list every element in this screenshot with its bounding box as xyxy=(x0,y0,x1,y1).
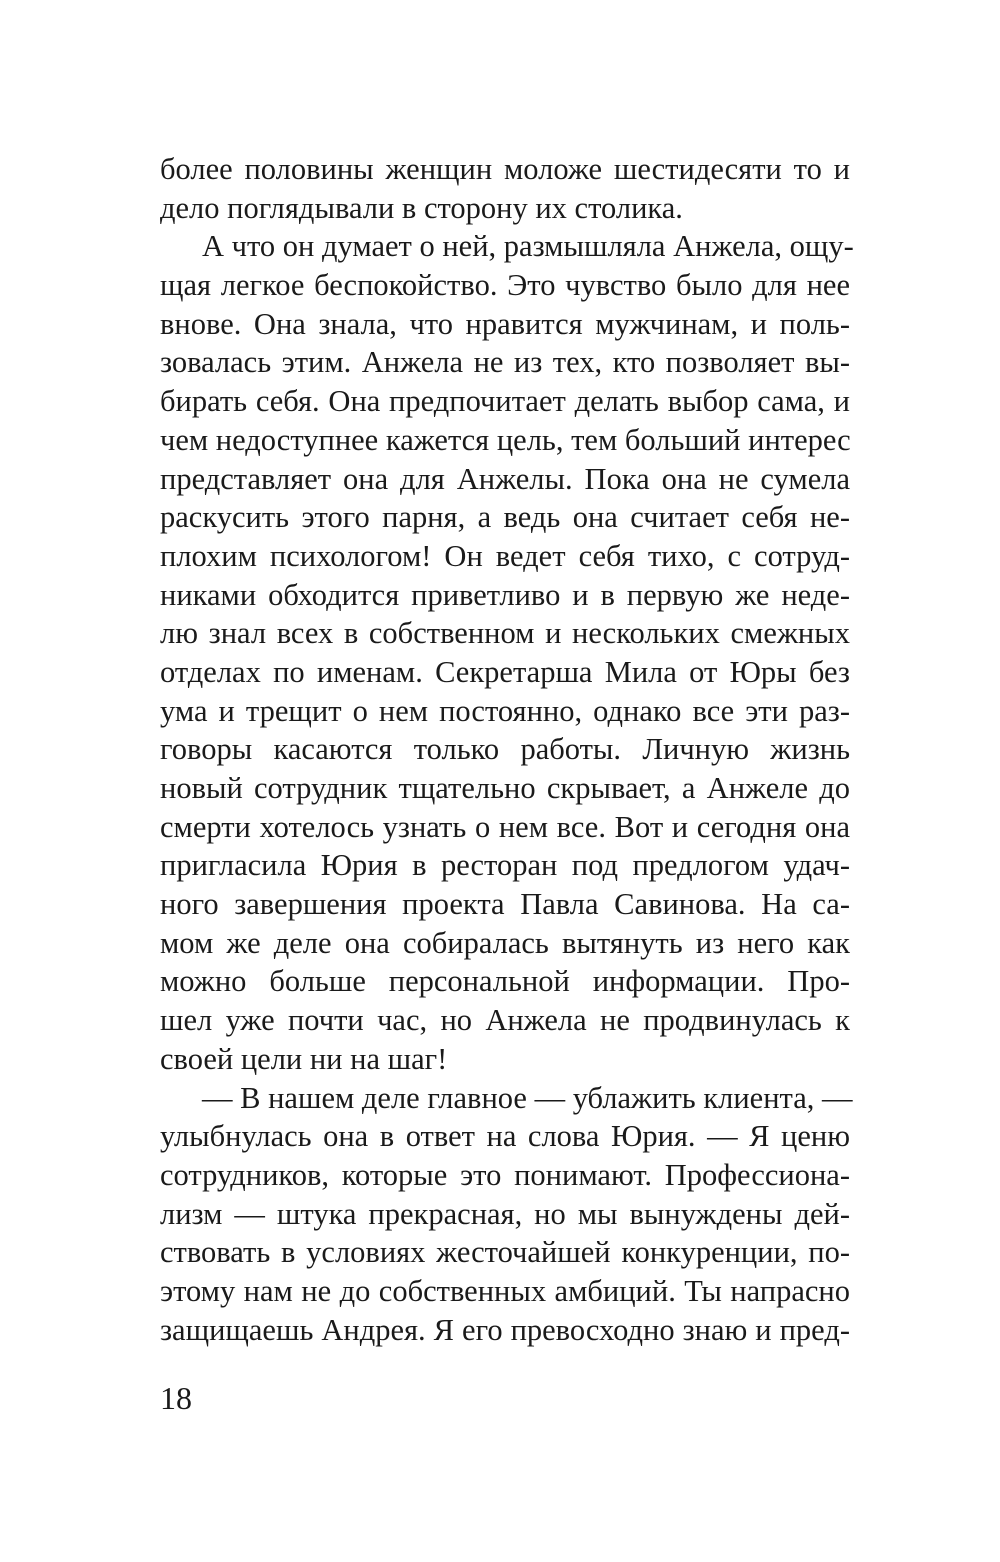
text-line: более половины женщин моложе шестидесяти то и xyxy=(160,152,850,186)
text-line: — В нашем деле главное — ублажить клиента, — xyxy=(202,1080,853,1115)
text-line: щая легкое беспокойство. Это чувство было для нее xyxy=(160,268,850,303)
text-line: внове. Она знала, что нравится мужчинам, и поль- xyxy=(160,306,850,341)
text-line: лизм — штука прекрасная, но мы вынуждены дей- xyxy=(160,1196,850,1231)
text-line: никами обходится приветливо и в первую же неде- xyxy=(160,577,850,612)
text-line: улыбнулась она в ответ на слова Юрия. — Я ценю xyxy=(160,1119,850,1154)
paragraph xyxy=(160,227,854,1078)
text-line: этому нам не до собственных амбиций. Ты напрасно xyxy=(160,1273,850,1308)
text-line: зовалась этим. Анжела не из тех, кто позволяет вы- xyxy=(160,345,850,380)
text-line: сотрудников, которые это понимают. Профессиона- xyxy=(160,1157,850,1192)
text-line: защищаешь Андрея. Я его превосходно знаю и пред- xyxy=(160,1312,850,1347)
paragraph xyxy=(160,1079,853,1350)
text-line: своей цели ни на шаг! xyxy=(160,1041,448,1076)
text-line: отделах по именам. Секретарша Мила от Юры без xyxy=(160,654,850,689)
text-line: ного завершения проекта Павла Савинова. На са- xyxy=(160,887,850,922)
text-line: пригласила Юрия в ресторан под предлогом удач- xyxy=(160,848,850,883)
text-line: раскусить этого парня, а ведь она считает себя не- xyxy=(160,500,850,535)
text-line: бирать себя. Она предпочитает делать выбор сама, и xyxy=(160,384,850,419)
paragraph xyxy=(160,150,850,227)
text-line: смерти хотелось узнать о нем все. Вот и сегодня она xyxy=(160,809,850,844)
text-line: новый сотрудник тщательно скрывает, а Анжеле до xyxy=(160,771,850,805)
text-line: шел уже почти час, но Анжела не продвинулась к xyxy=(160,1003,850,1038)
text-line: лю знал всех в собственном и нескольких смежных xyxy=(160,616,850,651)
text-line: А что он думает о ней, размышляла Анжела, ощу- xyxy=(202,229,854,264)
text-line: ума и трещит о нем постоянно, однако все эти раз- xyxy=(160,693,850,728)
text-line: мом же деле она собиралась вытянуть из него как xyxy=(160,925,850,960)
text-line: дело поглядывали в сторону их столика. xyxy=(160,190,683,225)
text-line: чем недоступнее кажется цель, тем больший интерес xyxy=(160,422,851,457)
text-line: представляет она для Анжелы. Пока она не сумела xyxy=(160,461,850,496)
text-line: плохим психологом! Он ведет себя тихо, с сотруд- xyxy=(160,538,850,573)
text-line: говоры касаются только работы. Личную жизнь xyxy=(160,732,850,767)
page-number: 18 xyxy=(160,1380,192,1416)
text-line: ствовать в условиях жесточайшей конкуренции, по- xyxy=(160,1235,850,1270)
body-text xyxy=(160,150,854,1349)
text-line: можно больше персональной информации. Про- xyxy=(160,964,850,999)
